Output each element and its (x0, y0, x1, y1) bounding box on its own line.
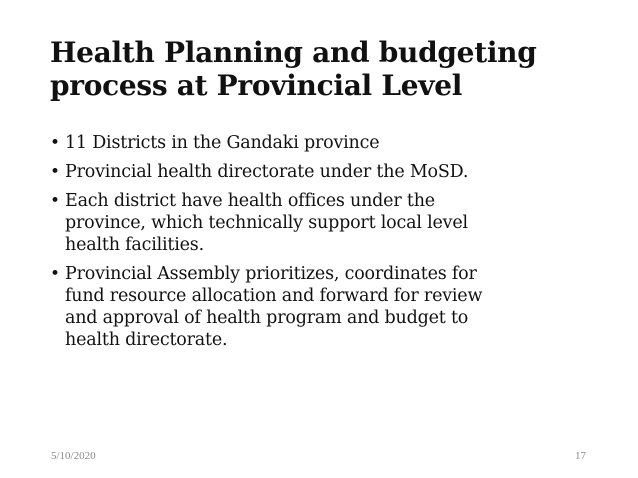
footer-page-number: 17 (575, 450, 586, 462)
bullet-text-line: and approval of health program and budget to (65, 308, 469, 328)
bullet-text-line: fund resource allocation and forward for review (65, 286, 483, 306)
bullet-dot-icon: • (50, 162, 60, 182)
bullet-dot-icon: • (50, 191, 60, 211)
bullet-item-health-offices (50, 190, 610, 256)
bullet-text-line: Each district have health offices under the (65, 191, 435, 211)
bullet-item-provincial-assembly (50, 263, 610, 351)
bullet-dot-icon: • (50, 133, 60, 153)
bullet-text-line: 11 Districts in the Gandaki province (65, 133, 380, 153)
bullet-item-districts (50, 132, 610, 154)
title-line-1: Health Planning and budgeting (50, 36, 537, 69)
bullet-text-line: health facilities. (65, 235, 204, 255)
bullet-item-directorate (50, 161, 610, 183)
bullet-dot-icon: • (50, 264, 60, 284)
bullet-list (50, 132, 610, 358)
bullet-text-line: Provincial Assembly prioritizes, coordinates for (65, 264, 477, 284)
footer-date: 5/10/2020 (51, 450, 96, 462)
bullet-text-line: Provincial health directorate under the MoSD. (65, 162, 469, 182)
bullet-text-line: health directorate. (65, 330, 228, 350)
title-line-2: process at Provincial Level (50, 69, 463, 102)
bullet-text-line: province, which technically support local level (65, 213, 468, 233)
slide-title (50, 36, 610, 102)
